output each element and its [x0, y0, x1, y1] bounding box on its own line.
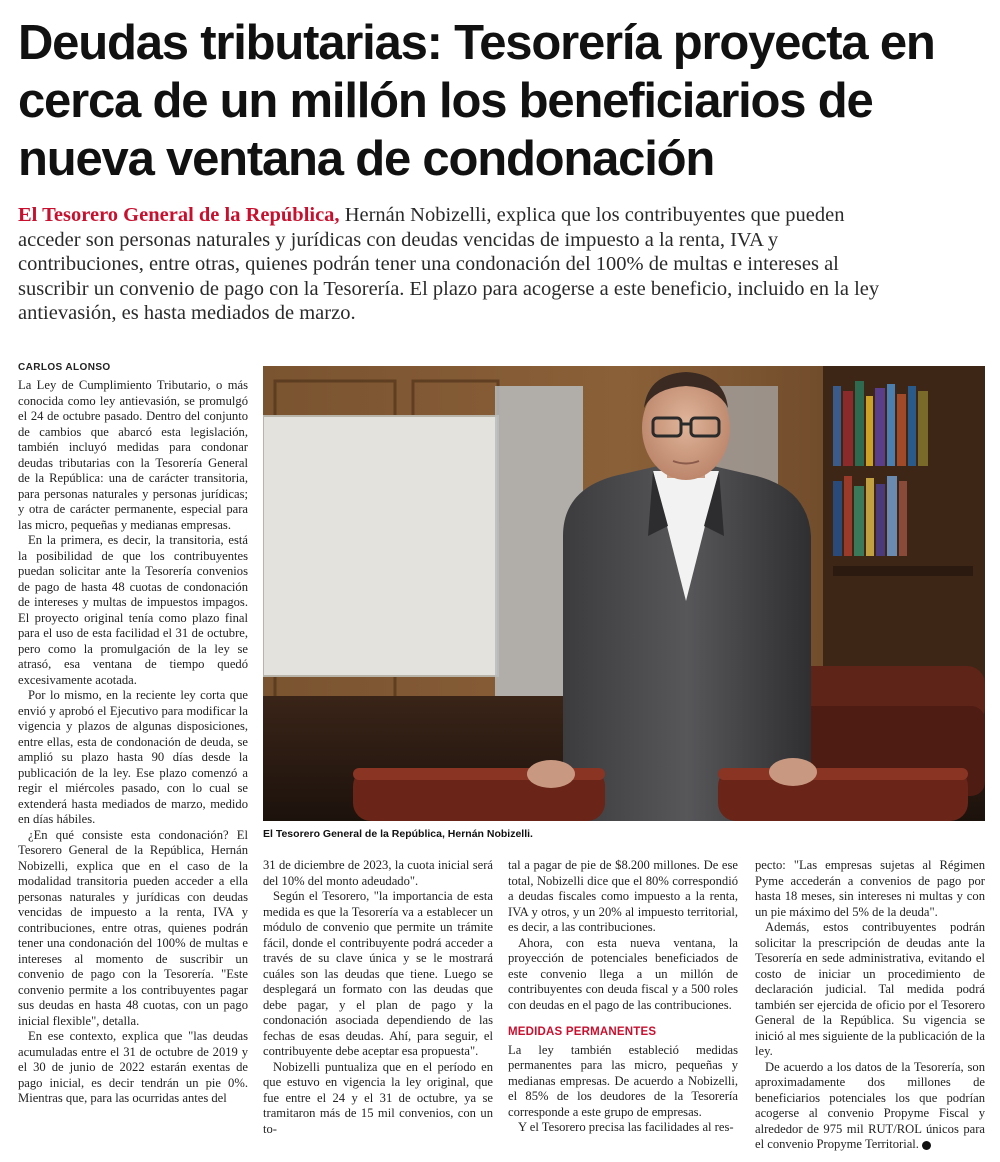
lead-line: suscribir un convenio de pago con la Tesorería. El plazo para acogerse a este beneficio, incluido en la ley — [18, 277, 880, 300]
portrait-illustration — [263, 366, 985, 821]
paragraph: Según el Tesorero, "la importancia de esta medida es que la Tesorería va a establecer un módulo de convenio que permite un trámite fácil, donde el contribuyente podrá acceder a través de su clave única y se le mostrará cuáles son las deudas que tiene. Luego se desplegará un formato con las deudas que debe pagar, y el plan de pago y la condonación asociada dependiendo de las fechas de esas deudas. Ahí, para seguir, el contribuyente debe aceptar esa propuesta". — [263, 889, 493, 1058]
paragraph: ¿En qué consiste esta condonación? El Tesorero General de la República, Hernán Nobizelli, explica que en el caso de la modalidad transitoria pueden acceder a ella personas naturales y jurídicas con deudas vencidas de impuesto a la renta, IVA y contribuciones, entre otras, quienes podrán tener una condonación del 100% de multas e intereses al momento de suscribir un convenio de pago con la Tesorería. "Este convenio permite a los contribuyentes pagar sus deudas en hasta 48 cuotas, con un pago inicial flexible", detalla. — [18, 827, 248, 1028]
paragraph: Y el Tesorero precisa las facilidades al res- — [518, 1120, 734, 1134]
paragraph: Además, estos contribuyentes podrán solicitar la prescripción de deudas ante la Tesorería en sede administrativa, evitando el costo de iniciar un procedimiento de declaración judicial. Tal medida podrá también ser ejercida de oficio por el Tesorero General de la República. Su vigencia se inició al mes siguiente de la publicación de la ley. — [755, 920, 985, 1058]
byline: CARLOS ALONSO — [18, 362, 111, 373]
headline — [18, 14, 988, 188]
photo-caption: El Tesorero General de la República, Hernán Nobizelli. — [263, 828, 533, 840]
lead-line-text: Hernán Nobizelli, explica que los contribuyentes que pueden — [339, 204, 845, 226]
paragraph: Por lo mismo, en la reciente ley corta que envió y aprobó el Ejecutivo para modificar la vigencia y plazos de algunas disposiciones, entre ellas, esta de condonación de deuda, se amplió su plazo hasta 90 días desde la publicación de la ley. Ese plazo comenzó a regir el miércoles pasado, con lo cual se extenderá hasta mediados de marzo, medido en días hábiles. — [18, 688, 248, 826]
lead-line: contribuciones, entre otras, quienes podrán tener una condonación del 100% de multas e intereses al — [18, 253, 839, 275]
paragraph: 31 de diciembre de 2023, la cuota inicial será del 10% del monto adeudado". — [263, 858, 493, 888]
paragraph: En ese contexto, explica que "las deudas acumuladas entre el 31 de octubre de 2019 y el 30 de junio de 2022 estarán exentas de pago inicial, es decir tendrán un pie 0%. Mientras que, para las ocurridas antes del — [18, 1029, 248, 1105]
paragraph: Nobizelli puntualiza que en el período en que estuvo en vigencia la ley original, que fue entre el 24 y el 31 de octubre, ya se tramitaron más de 15 mil convenios, con un to- — [263, 1059, 493, 1136]
paragraph: La Ley de Cumplimiento Tributario, o más conocida como ley antievasión, se promulgó el 24 de octubre pasado. Dentro del conjunto de cambios que abarcó esta legislación, también incluyó medidas para condonar deudas tributarias con la Tesorería General de la República: una de carácter transitoria, para personas naturales y personas jurídicas; y otra de carácter permanente, especial para las micro, pequeñas y medianas empresas. — [18, 378, 248, 532]
paragraph: En la primera, es decir, la transitoria, está la posibilidad de que los contribuyentes puedan solicitar ante la Tesorería convenios de pago de hasta 48 cuotas de condonación de intereses y multas de impuestos impagos. El proyecto original tenía como plazo final para el uso de esta facilidad el 31 de octubre, pero como la promulgación de la ley se atrasó, esa ventana de tiempo quedó excesivamente acotada. — [18, 533, 248, 687]
body-column-2 — [263, 858, 493, 1137]
paragraph: Ahora, con esta nueva ventana, la proyección de potenciales beneficiados de este convenio llega a un millón de contribuyentes con deuda fiscal y a 500 roles con deudas en el pago de las contribuciones. — [508, 935, 738, 1012]
body-column-1 — [18, 378, 248, 1107]
body-column-3 — [508, 858, 738, 1136]
headline-line: cerca de un millón los beneficiarios de — [18, 74, 873, 128]
portrait-photo — [263, 366, 985, 821]
lead-line: antievasión, es hasta mediados de marzo. — [18, 302, 356, 324]
lead-line — [18, 203, 984, 228]
paragraph: La ley también estableció medidas permanentes para las micro, pequeñas y medianas empresas. De acuerdo a Nobizelli, el 85% de los deudores de la Tesorería corresponde a este grupo de empresas. — [508, 1042, 738, 1119]
section-subhead: MEDIDAS PERMANENTES — [508, 1026, 657, 1038]
lead-paragraph — [18, 203, 984, 326]
headline-line: Deudas tributarias: Tesorería proyecta en — [18, 16, 935, 70]
headline-line: nueva ventana de condonación — [18, 132, 715, 186]
lead-highlight: El Tesorero General de la República, — [18, 204, 340, 226]
paragraph: tal a pagar de pie de $8.200 millones. De ese total, Nobizelli dice que el 80% correspondió a deudas fiscales como impuesto a la renta, IVA y otros, y un 20% al impuesto territorial, es decir, a las contribuciones. — [508, 858, 738, 934]
paragraph: pecto: "Las empresas sujetas al Régimen Pyme accederán a convenios de pago por hasta 18 meses, sin intereses ni multas y con un pie máximo del 5% de la deuda". — [755, 858, 985, 919]
lead-line: acceder son personas naturales y jurídicas con deudas vencidas de impuesto a la renta, IVA y — [18, 228, 779, 251]
paragraph — [755, 1060, 985, 1153]
paragraph-text: De acuerdo a los datos de la Tesorería, son aproximadamente dos millones de beneficiarios potenciales los que podrían acogerse al convenio Propyme Fiscal y alrededor de 975 mil RUT/ROL únicos para el convenio Propyme Territorial. — [755, 1059, 985, 1151]
body-column-4 — [755, 858, 985, 1153]
end-mark-icon: P — [922, 1141, 931, 1150]
